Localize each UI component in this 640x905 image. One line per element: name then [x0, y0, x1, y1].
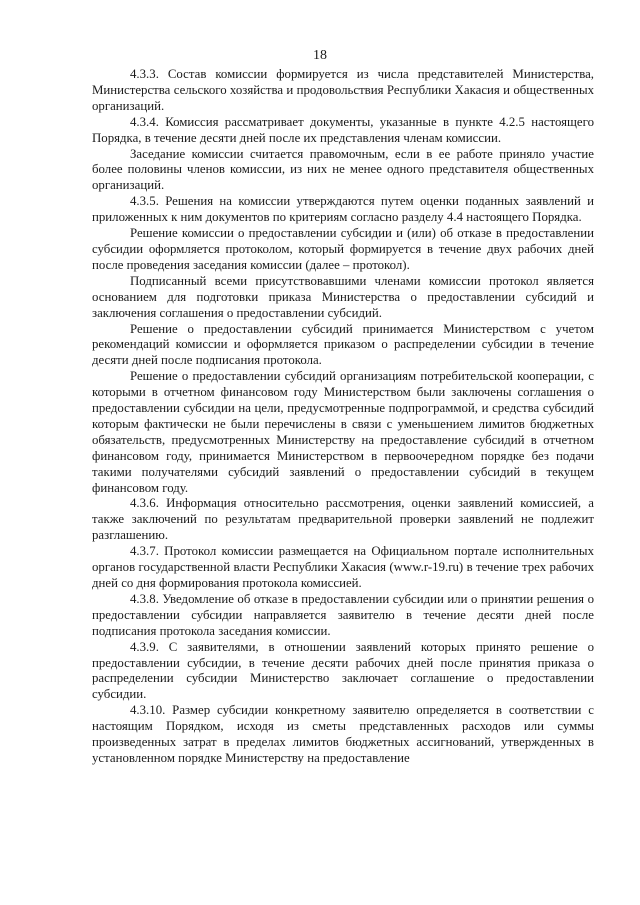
paragraph-4-3-10: 4.3.10. Размер субсидии конкретному заявителю определяется в соответствии с настоящим Порядком, исходя из сметы представленных расходов или суммы произведенных затрат в пределах лимитов бюджетных ассигнований, утвержденных в установленном порядке Министерству на предоставление [92, 703, 594, 765]
paragraph-commission-decision: Решение комиссии о предоставлении субсидии и (или) об отказе в предоставлении субсидии оформляется протоколом, который формируется в течение двух рабочих дней после проведения заседания комиссии (далее – протокол). [92, 226, 594, 272]
paragraph-4-3-3: 4.3.3. Состав комиссии формируется из числа представителей Министерства, Министерства сельского хозяйства и продовольствия Республики Хакасия и общественных организаций. [92, 67, 594, 113]
document-body [92, 67, 594, 767]
paragraph-4-3-6: 4.3.6. Информация относительно рассмотрения, оценки заявлений комиссией, а также заключений по результатам предварительной проверки заявлений не подлежит разглашению. [92, 496, 594, 543]
paragraph-4-3-5: 4.3.5. Решения на комиссии утверждаются путем оценки поданных заявлений и приложенных к ним документов по критериям согласно разделу 4.4 настоящего Порядка. [92, 194, 594, 225]
paragraph-subsidy-decision: Решение о предоставлении субсидий принимается Министерством с учетом рекомендаций комиссии и оформляется приказом о распределении субсидии в течение десяти дней после подписания протокола. [92, 321, 594, 368]
paragraph-signed-protocol: Подписанный всеми присутствовавшими членами комиссии протокол является основанием для подготовки приказа Министерства о предоставлении субсидий и заключения соглашения о предоставлении субсидий. [92, 273, 594, 320]
page-number: 18 [313, 48, 327, 63]
paragraph-4-3-4: 4.3.4. Комиссия рассматривает документы, указанные в пункте 4.2.5 настоящего Порядка, в течение десяти дней после их представления членам комиссии. [92, 114, 594, 145]
paragraph-4-3-8: 4.3.8. Уведомление об отказе в предоставлении субсидии или о принятии решения о предоставлении субсидии направляется заявителю в течение десяти дней после подписания протокола заседания комиссии. [92, 591, 594, 638]
paragraph-4-3-7: 4.3.7. Протокол комиссии размещается на Официальном портале исполнительных органов государственной власти Республики Хакасия (www.r-19.ru) в течение трех рабочих дней со дня формирования протокола комиссией. [92, 544, 594, 590]
paragraph-quorum: Заседание комиссии считается правомочным, если в ее работе приняло участие более половины членов комиссии, из них не менее одного представителя общественных организаций. [92, 146, 594, 193]
paragraph-cooperation-decision: Решение о предоставлении субсидий организациям потребительской кооперации, с которыми в отчетном финансовом году Министерством были заключены соглашения о предоставлении субсидии на цели, предусмотренные подпрограммой, и средства субсидий которым фактически не были перечислены в связи с уменьшением лимитов бюджетных обязательств, предусмотренных Министерству на предоставление субсидий в отчетном финансовом году, принимается Министерством в первоочередном порядке без подачи такими получателями субсидий заявлений о предоставлении субсидий в текущем финансовом году. [92, 369, 594, 495]
paragraph-4-3-9: 4.3.9. С заявителями, в отношении заявлений которых принято решение о предоставлении субсидии, в течение десяти рабочих дней после принятия приказа о распределении субсидии Министерство заключает соглашение о предоставлении субсидии. [92, 639, 594, 702]
